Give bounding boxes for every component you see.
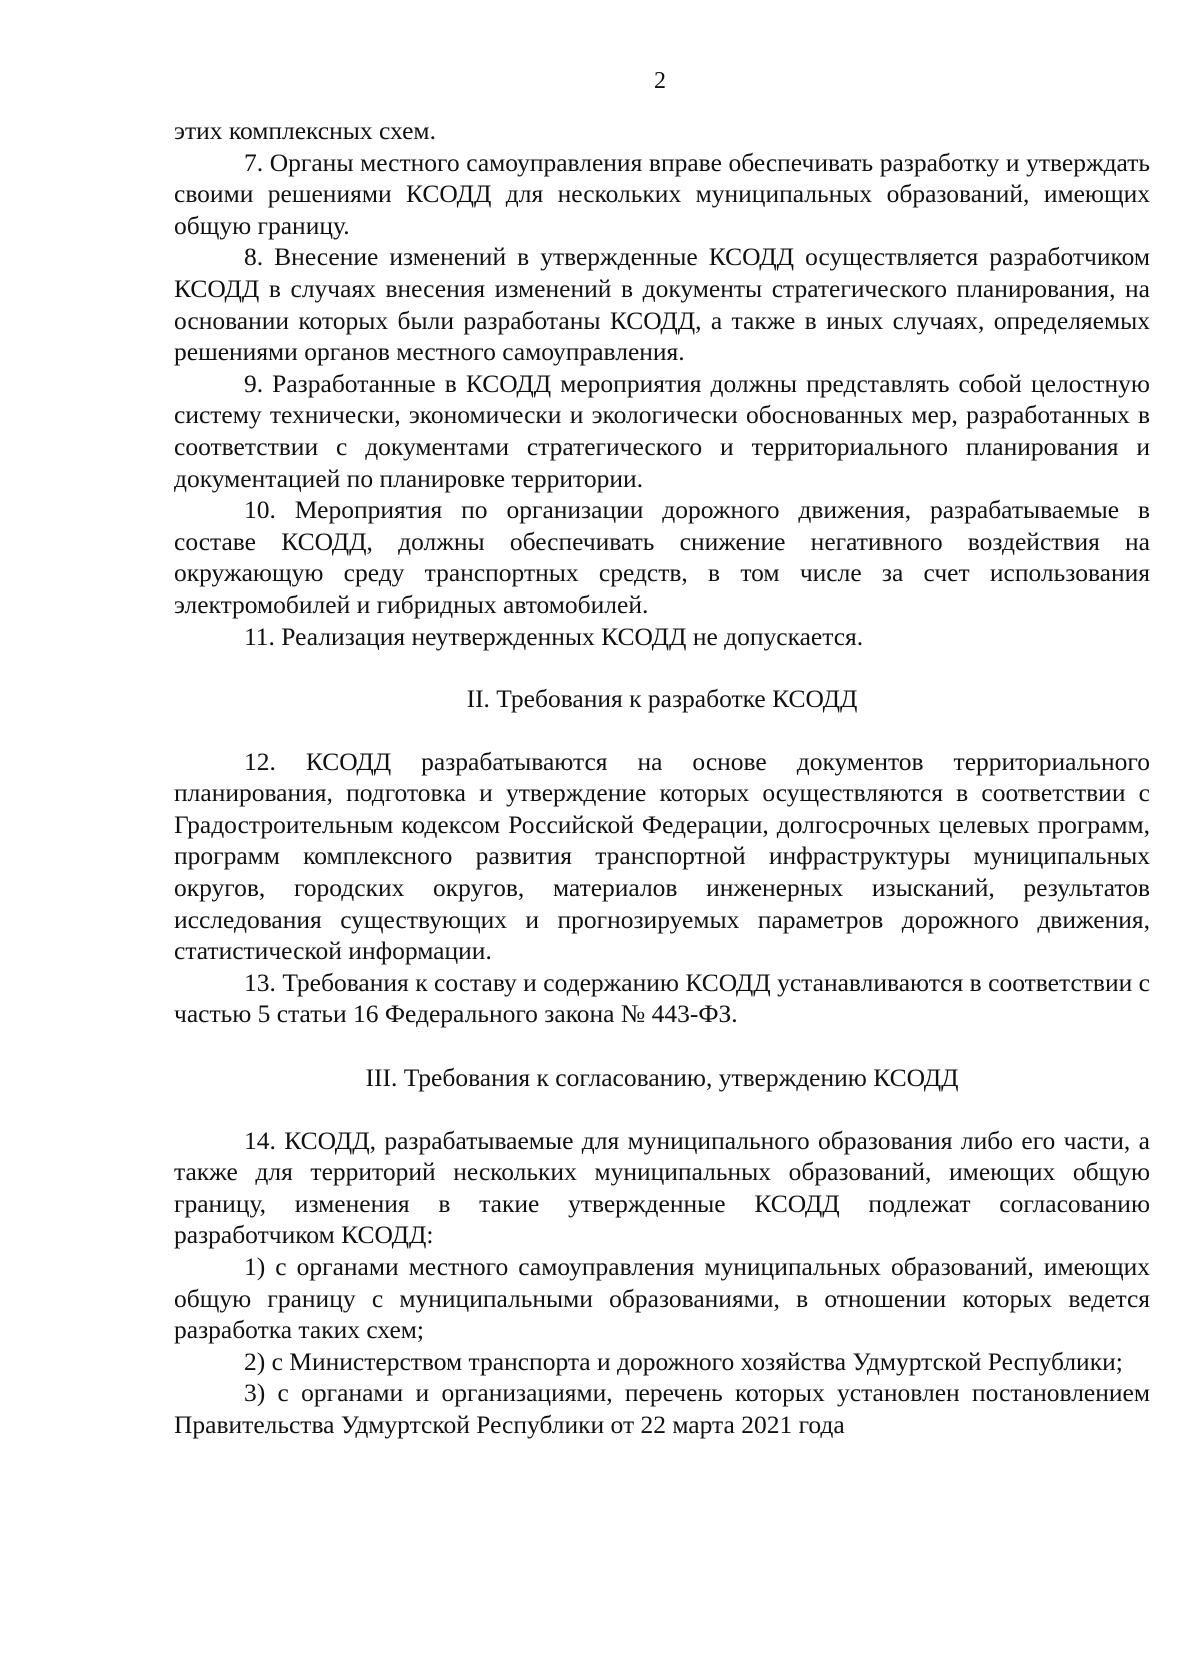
paragraph-13: 13. Требования к составу и содержанию КСОДД устанавливаются в соответствии с частью 5 статьи 16 Федерального закона № 443-ФЗ. [174, 967, 1150, 1029]
paragraph-10: 10. Мероприятия по организации дорожного движения, разрабатываемые в составе КСОДД, должны обеспечивать снижение негативного воздействия на окружающую среду транспортных средств, в том числе за счет использования электромобилей и гибридных автомобилей. [174, 495, 1150, 619]
paragraph-8: 8. Внесение изменений в утвержденные КСОДД осуществляется разработчиком КСОДД в случаях внесения изменений в документы стратегического планирования, на основании которых были разработаны КСОДД, а также в иных случаях, определяемых решениями органов местного самоуправления. [174, 242, 1150, 367]
paragraph-continuation: этих комплексных схем. [174, 116, 436, 145]
section-heading-2: II. Требования к разработке КСОДД [466, 684, 858, 714]
list-item-1: 1) с органами местного самоуправления муниципальных образований, имеющих общую границу с муниципальными образованиями, в отношении которых ведется разработка таких схем; [174, 1252, 1150, 1345]
paragraph-12: 12. КСОДД разрабатываются на основе документов территориального планирования, подготовка и утверждение которых осуществляются в соответствии с Градостроительным кодексом Российской Федерации, долгосрочных целевых программ, программ комплексного развития транспортной инфраструктуры муниципальных округов, городских округов, материалов инженерных изысканий, результатов исследования существующих и прогнозируемых параметров дорожного движения, статистической информации. [174, 746, 1150, 966]
section-heading-3: III. Требования к согласованию, утверждению КСОДД [365, 1063, 959, 1093]
list-item-2: 2) с Министерством транспорта и дорожного хозяйства Удмуртской Республики; [244, 1346, 1123, 1376]
list-item-3: 3) с органами и организациями, перечень которых установлен постановлением Правительства Удмуртской Республики от 22 марта 2021 года [174, 1378, 1150, 1439]
page-number: 2 [654, 68, 666, 94]
paragraph-7: 7. Органы местного самоуправления вправе обеспечивать разработку и утверждать своими решениями КСОДД для нескольких муниципальных образований, имеющих общую границу. [174, 147, 1150, 240]
paragraph-14: 14. КСОДД, разрабатываемые для муниципального образования либо его части, а также для территорий нескольких муниципальных образований, имеющих общую границу, изменения в такие утвержденные КСОДД подлежат согласованию разработчиком КСОДД: [174, 1125, 1150, 1250]
paragraph-11: 11. Реализация неутвержденных КСОДД не допускается. [244, 621, 864, 651]
document-body [174, 115, 1150, 1441]
paragraph-9: 9. Разработанные в КСОДД мероприятия должны представлять собой целостную систему технически, экономически и экологически обоснованных мер, разработанных в соответствии с документами стратегического и территориального планирования и документацией по планировке территории. [174, 368, 1150, 493]
